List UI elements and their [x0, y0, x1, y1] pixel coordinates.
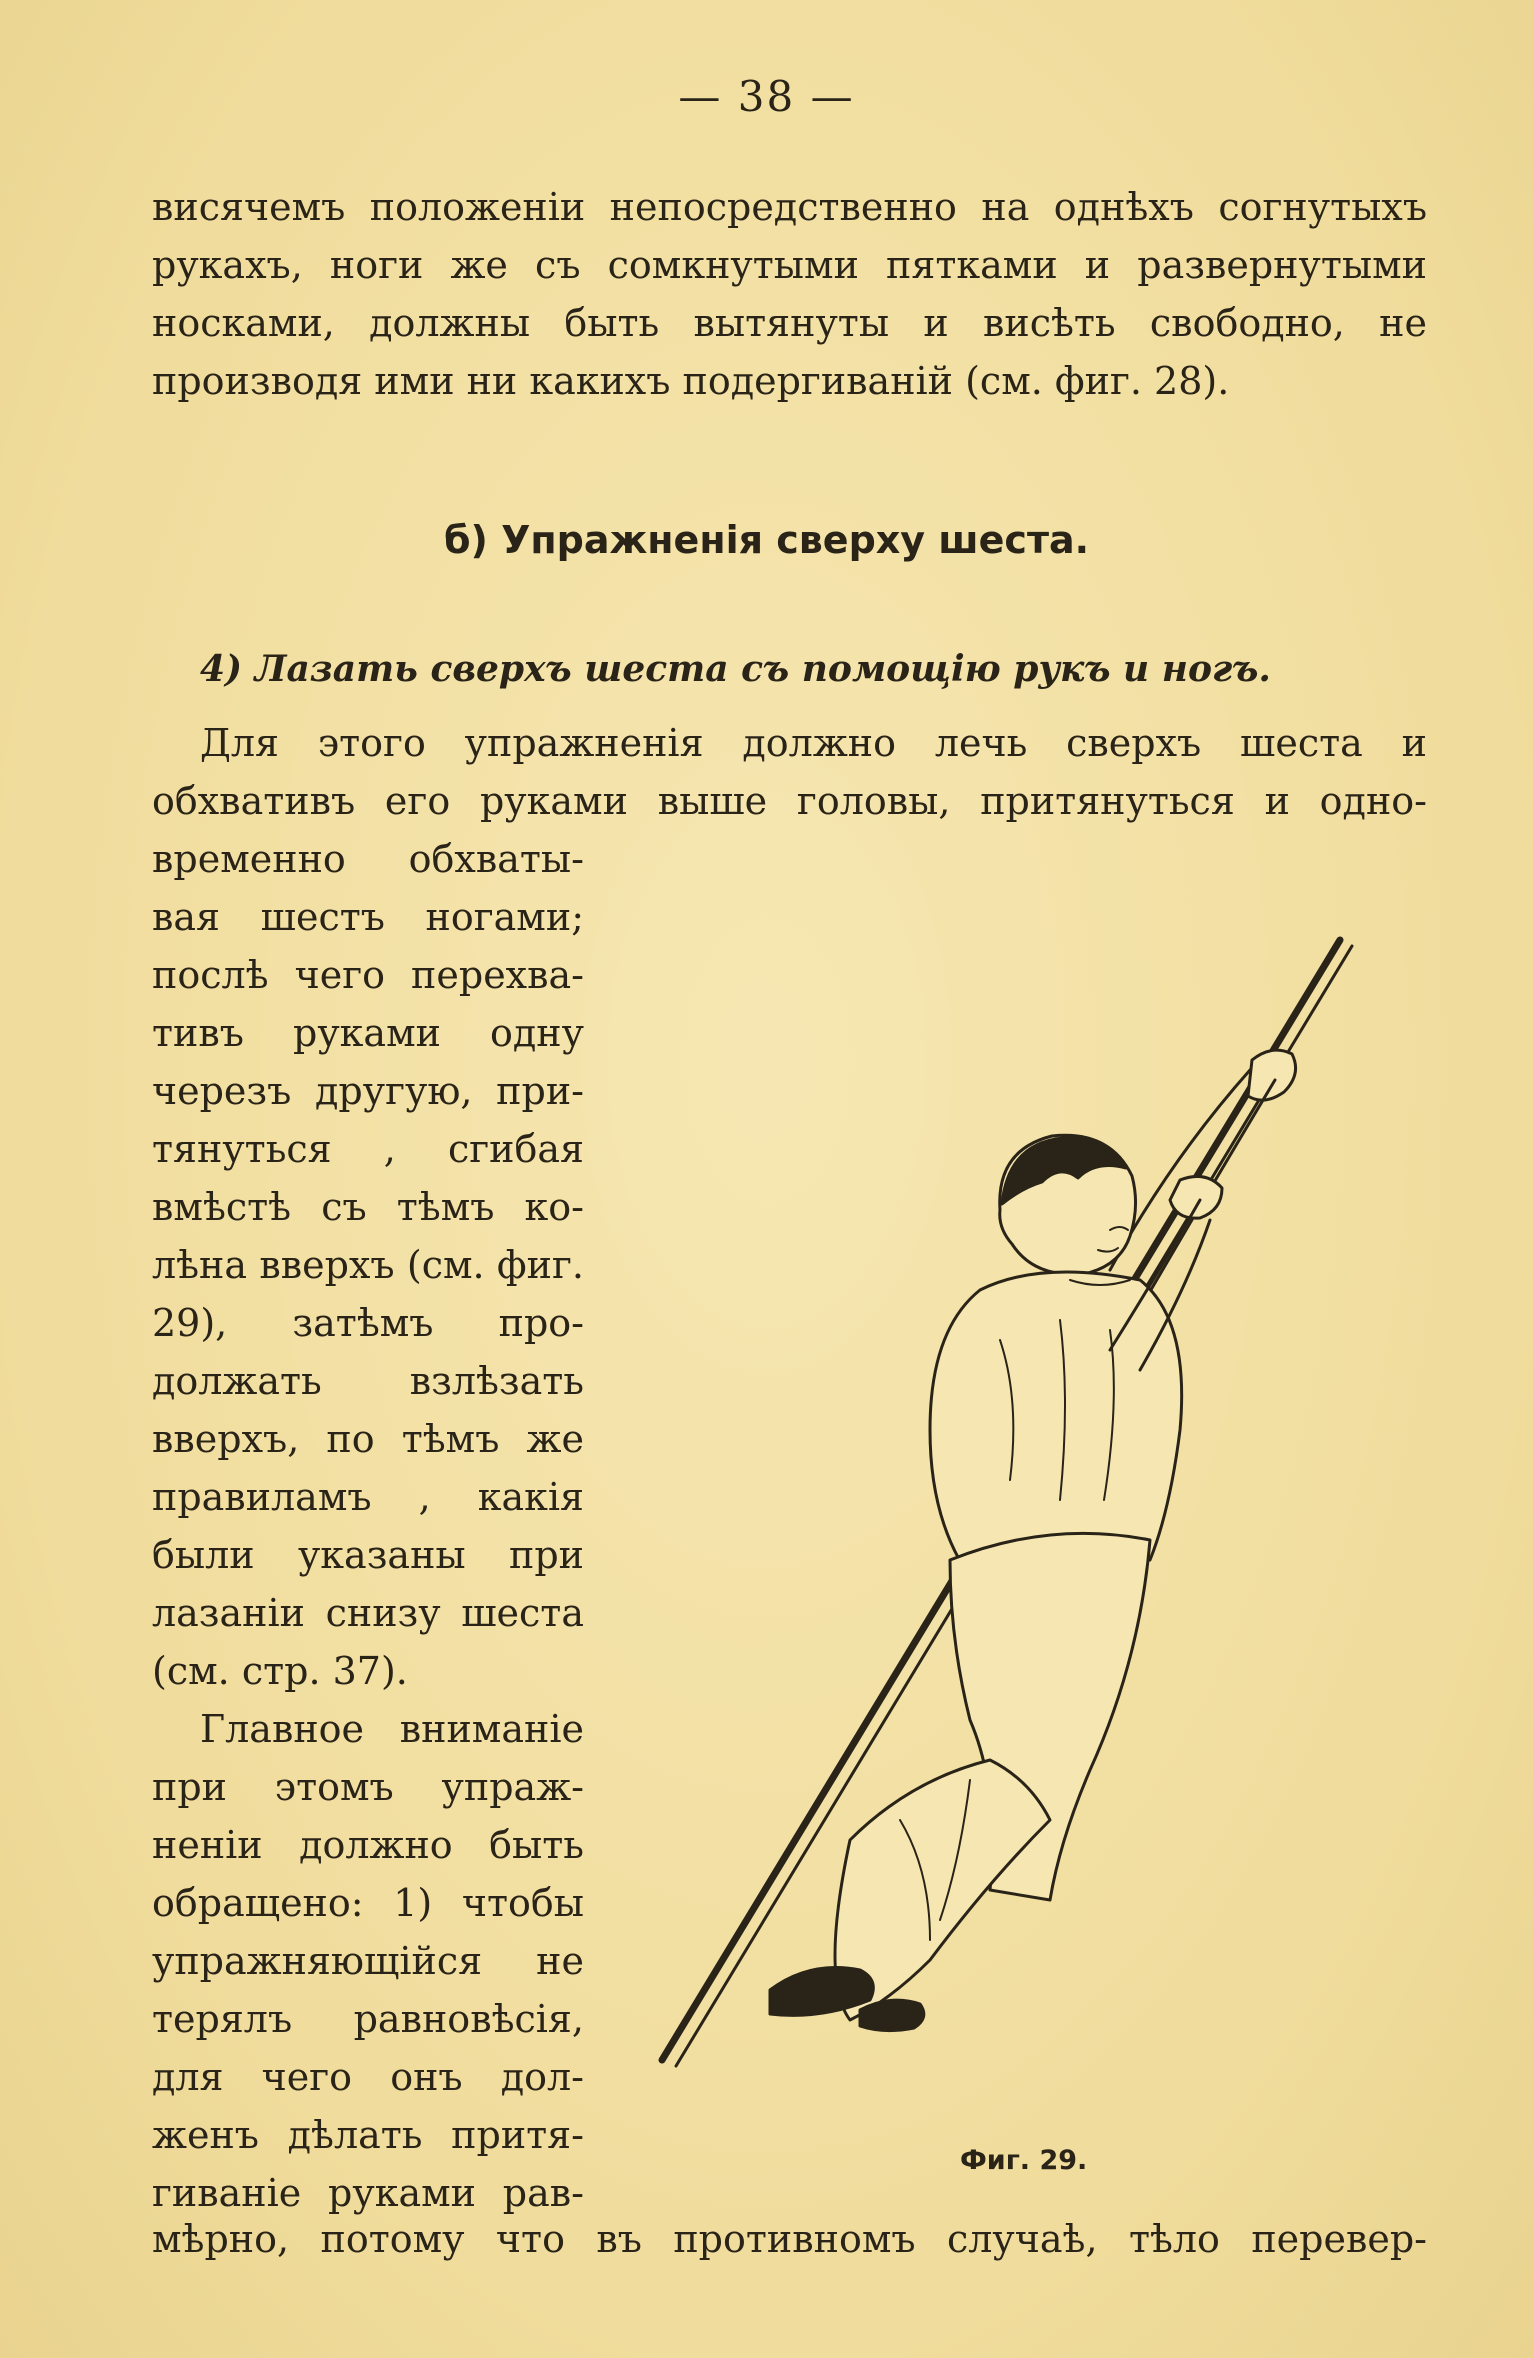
text-line: мѣрно, потому что въ противномъ случаѣ, тѣло перевер- — [152, 2217, 1427, 2261]
text-line: 29), затѣмъ про- — [152, 1301, 584, 1345]
text-line: лазанiи снизу шеста — [152, 1591, 584, 1635]
text-line: вверхъ, по тѣмъ же — [152, 1417, 584, 1461]
text-line: послѣ чего перехва- — [152, 953, 584, 997]
text-line: висячемъ положенiи непосредственно на однѣхъ согнутыхъ — [152, 185, 1427, 229]
text-line: ненiи должно быть — [152, 1823, 584, 1867]
text-line: для чего онъ дол- — [152, 2055, 584, 2099]
text-line: должать взлѣзать — [152, 1359, 584, 1403]
text-line: женъ дѣлать притя- — [152, 2113, 584, 2157]
text-line: правиламъ , какiя — [152, 1475, 584, 1519]
paragraph-last-line — [152, 2210, 1427, 2268]
page-number: — 38 — — [678, 72, 855, 121]
exercise-title: 4) Лазать сверхъ шеста съ помощiю рукъ и ногъ. — [200, 648, 1271, 690]
text-line: черезъ другую, при- — [152, 1069, 584, 1113]
text-line: были указаны при — [152, 1533, 584, 1577]
section-heading: б) Упражненiя сверху шеста. — [443, 518, 1090, 562]
paragraph-left-column — [152, 830, 584, 2222]
figure-29-illustration — [640, 920, 1400, 2120]
text-line: при этомъ упраж- — [152, 1765, 584, 1809]
text-line: вмѣстѣ съ тѣмъ ко- — [152, 1185, 584, 1229]
text-line: обхвативъ его руками выше головы, притянуться и одно- — [152, 779, 1427, 823]
text-line: обращено: 1) чтобы — [152, 1881, 584, 1925]
text-line: (см. стр. 37). — [152, 1649, 408, 1693]
text-line: Главное вниманiе — [200, 1707, 584, 1751]
text-line: рукахъ, ноги же съ сомкнутыми пятками и развернутыми — [152, 243, 1427, 287]
text-line: тянуться , сгибая — [152, 1127, 584, 1171]
text-line: вая шестъ ногами; — [152, 895, 584, 939]
paragraph-top — [152, 178, 1427, 410]
climber-engraving — [640, 920, 1400, 2120]
paragraph-full — [152, 714, 1427, 830]
text-line: тивъ руками одну — [152, 1011, 584, 1055]
text-line: гиванiе руками рав- — [152, 2171, 584, 2215]
text-line: Для этого упражненiя должно лечь сверхъ шеста и — [200, 721, 1427, 765]
lower-hand — [1170, 1176, 1222, 1218]
text-line: временно обхваты- — [152, 837, 584, 881]
upper-hand — [1248, 1050, 1296, 1100]
text-line: производя ими ни какихъ подергиванiй (см. фиг. 28). — [152, 359, 1230, 403]
text-line: носками, должны быть вытянуты и висѣть свободно, не — [152, 301, 1427, 345]
figure-caption: Фиг. 29. — [960, 2145, 1088, 2176]
text-line: лѣна вверхъ (см. фиг. — [152, 1243, 584, 1287]
text-line: упражняющiйся не — [152, 1939, 584, 1983]
text-line: терялъ равновѣсiя, — [152, 1997, 584, 2041]
foot-right — [860, 2000, 924, 2030]
